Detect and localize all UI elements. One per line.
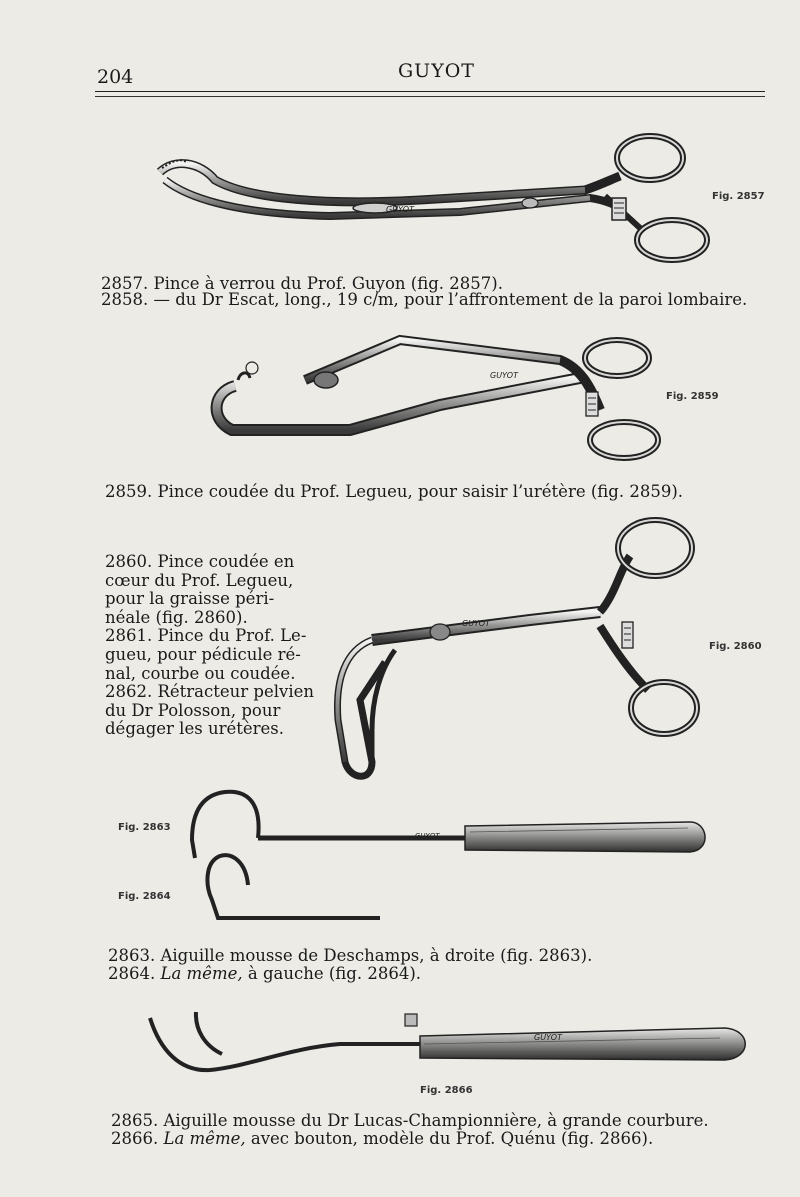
needle-2866-illustration [150, 1012, 745, 1070]
side-line: 2861. Pince du Prof. Le- [105, 626, 307, 646]
caption-2857: 2857. Pince à verrou du Prof. Guyon (fig. 2857). [101, 274, 503, 293]
forceps-2859-illustration [217, 340, 658, 458]
engraving-2860: GUYOT [462, 619, 490, 628]
needle-2864-illustration [207, 855, 380, 918]
running-head: GUYOT [398, 60, 475, 82]
engraving-2863: GUYOT [415, 832, 440, 840]
fig-2859-label: Fig. 2859 [666, 391, 719, 402]
caption-2864-number: 2864. [108, 964, 156, 983]
caption-2864-text: à gauche (fig. 2864). [247, 964, 422, 983]
caption-2859: 2859. Pince coudée du Prof. Legueu, pour saisir l’urétère (fig. 2859). [105, 482, 684, 501]
engraving-2866: GUYOT [534, 1033, 562, 1042]
fig-2864-label: Fig. 2864 [118, 891, 171, 902]
side-text-2860-2862 [105, 553, 320, 739]
engraving-2859: GUYOT [490, 371, 518, 380]
fig-2860-label: Fig. 2860 [709, 641, 762, 652]
fig-2863-label: Fig. 2863 [118, 822, 171, 833]
caption-2866 [111, 1129, 653, 1148]
side-line: cœur du Prof. Legueu, [105, 570, 294, 590]
engraving-2857: GUYOT [386, 205, 414, 214]
fig-2866-label: Fig. 2866 [420, 1085, 473, 1096]
side-line: gueu, pour pédicule ré- [105, 644, 301, 664]
side-line: pour la graisse péri- [105, 589, 275, 609]
page-number: 204 [97, 66, 134, 88]
caption-2866-text: avec bouton, modèle du Prof. Quénu (fig. 2866). [250, 1129, 654, 1148]
side-line: néale (fig. 2860). [105, 607, 248, 627]
side-line: nal, courbe ou coudée. [105, 663, 296, 683]
caption-2858: 2858. — du Dr Escat, long., 19 c/m, pour l’affrontement de la paroi lombaire. [101, 290, 748, 309]
forceps-2857-illustration [160, 136, 707, 260]
caption-2863: 2863. Aiguille mousse de Deschamps, à droite (fig. 2863). [108, 946, 593, 965]
side-line: dégager les urétères. [105, 719, 284, 739]
side-line: du Dr Polosson, pour [105, 700, 281, 720]
caption-2864-italic: La même, [160, 964, 243, 983]
needle-2863-illustration [192, 792, 705, 858]
side-line: 2860. Pince coudée en [105, 552, 295, 571]
forceps-2860-illustration [337, 520, 697, 776]
fig-2857-label: Fig. 2857 [712, 191, 765, 202]
caption-2866-number: 2866. [111, 1129, 159, 1148]
caption-2864 [108, 964, 421, 983]
side-line: 2862. Rétracteur pelvien [105, 682, 315, 702]
caption-2866-italic: La même, [163, 1129, 246, 1148]
caption-2865: 2865. Aiguille mousse du Dr Lucas-Championnière, à grande courbure. [111, 1111, 709, 1130]
